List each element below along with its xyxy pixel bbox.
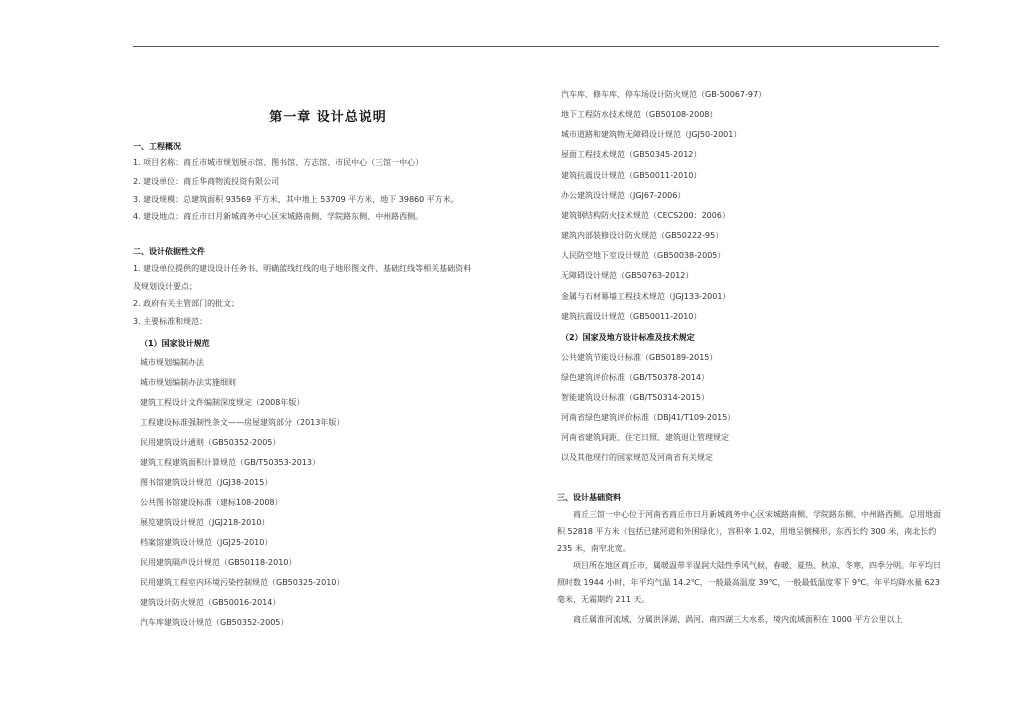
overview-item: 3. 建设规模：总建筑面积 93569 平方米，其中地上 53709 平方米，地下 39860 平方米。 — [133, 195, 459, 204]
code-item: 无障碍设计规范（GB50763-2012） — [561, 271, 694, 280]
code-item: 地下工程防水技术规范（GB50108-2008） — [561, 110, 718, 119]
code-item: 建筑工程建筑面积计算规范（GB/T50353-2013） — [140, 458, 320, 467]
code-item: 金属与石材幕墙工程技术规范（JGJ133-2001） — [561, 292, 731, 301]
overview-item: 4. 建设地点：商丘市日月新城商务中心区宋城路南侧、学院路东侧、中州路西侧。 — [133, 212, 424, 221]
code-item: 汽车库建筑设计规范（GB50352-2005） — [140, 618, 289, 627]
code-item: 城市规划编制办法实施细则 — [140, 378, 236, 387]
overview-item: 2. 建设单位：商丘华商物流投资有限公司 — [133, 177, 280, 186]
code-item: 办公建筑设计规范（JGJ67-2006） — [561, 191, 686, 200]
code-item: 民用建筑工程室内环境污染控制规范（GB50325-2010） — [140, 578, 345, 587]
subsection-heading-national-codes: （1）国家设计规范 — [140, 339, 210, 348]
code-item: 工程建设标准强制性条文——房屋建筑部分（2013年版） — [140, 418, 345, 427]
code-item: 汽车库、修车库、停车场设计防火规范（GB-50067-97） — [561, 90, 767, 99]
code-item: 屋面工程技术规范（GB50345-2012） — [561, 150, 702, 159]
basis-item: 及规划设计要点； — [133, 282, 197, 291]
basis-item: 2. 政府有关主管部门的批文； — [133, 299, 240, 308]
code-item: 人民防空地下室设计规范（GB50038-2005） — [561, 251, 726, 260]
standard-item: 河南省建筑间距、住宅日照、建筑退让管理规定 — [561, 433, 729, 442]
chapter-title: 第一章 设计总说明 — [269, 110, 387, 125]
code-item: 建筑设计防火规范（GB50016-2014） — [140, 598, 281, 607]
basic-data-paragraph: 商丘属淮河流域，分属洪泽湖、涡河、南四湖三大水系，境内流域面积在 1000 平方公里以上 — [573, 615, 903, 624]
code-item: 建筑工程设计文件编制深度规定（2008年版） — [140, 398, 305, 407]
section-heading-basic-data: 三、设计基础资料 — [557, 493, 621, 502]
basis-item: 3. 主要标准和规范： — [133, 317, 208, 326]
code-item: 图书馆建筑设计规范（JGJ38-2015） — [140, 478, 273, 487]
code-item: 民用建筑设计通则（GB50352-2005） — [140, 438, 281, 447]
code-item: 城市规划编制办法 — [140, 358, 204, 367]
code-item: 建筑抗震设计规范（GB50011-2010） — [561, 171, 702, 180]
basic-data-paragraph: 项目所在地区商丘市，属暖温带半湿润大陆性季风气候，春暖、夏热、秋凉、冬寒，四季分明。年平均日照时数 1944 小时，年平均气温 14.2℃，一般最高温度 39℃，一般最低温度零下 9℃。年平均降水量 623 毫米，无霜期约 211 天。 — [557, 561, 941, 604]
basic-data-paragraph: 商丘三馆一中心位于河南省商丘市日月新城商务中心区宋城路南侧、学院路东侧、中州路西侧。总用地面积 52818 平方米（包括已建河道和外围绿化），容积率 1.02，用地呈倒梯形，东西长约 300 米，南北长约 235 米，南窄北宽。 — [557, 510, 941, 553]
subsection-heading-local-standards: （2）国家及地方设计标准及技术规定 — [561, 333, 695, 342]
code-item: 建筑抗震设计规范（GB50011-2010） — [561, 312, 702, 321]
code-item: 城市道路和建筑物无障碍设计规范（JGJ50-2001） — [561, 130, 742, 139]
standard-item: 智能建筑设计标准（GB/T50314-2015） — [561, 393, 709, 402]
standard-item: 以及其他现行的国家规范及河南省有关规定 — [561, 453, 713, 462]
header-rule — [133, 46, 939, 47]
code-item: 公共图书馆建设标准（建标108-2008） — [140, 498, 283, 507]
code-item: 展览建筑设计规范（JGJ218-2010） — [140, 518, 270, 527]
section-heading-project-overview: 一、工程概况 — [133, 142, 181, 151]
code-item: 建筑内部装修设计防火规范（GB50222-95） — [561, 231, 724, 240]
code-item: 民用建筑隔声设计规范（GB50118-2010） — [140, 558, 297, 567]
standard-item: 绿色建筑评价标准（GB/T50378-2014） — [561, 373, 709, 382]
standard-item: 河南省绿色建筑评价标准（DBJ41/T109-2015） — [561, 413, 736, 422]
section-heading-design-basis: 二、设计依据性文件 — [133, 247, 205, 256]
code-item: 建筑钢结构防火技术规范（CECS200：2006） — [561, 211, 730, 220]
standard-item: 公共建筑节能设计标准（GB50189-2015） — [561, 353, 718, 362]
overview-item: 1. 项目名称：商丘市城市规划展示馆、图书馆、方志馆、市民中心（三馆一中心） — [133, 158, 424, 167]
code-item: 档案馆建筑设计规范（JGJ25-2010） — [140, 538, 273, 547]
basis-item: 1. 建设单位提供的建设设计任务书、明确蓝线红线的电子地形图文件、基础红线等相关基础资料 — [133, 264, 472, 273]
